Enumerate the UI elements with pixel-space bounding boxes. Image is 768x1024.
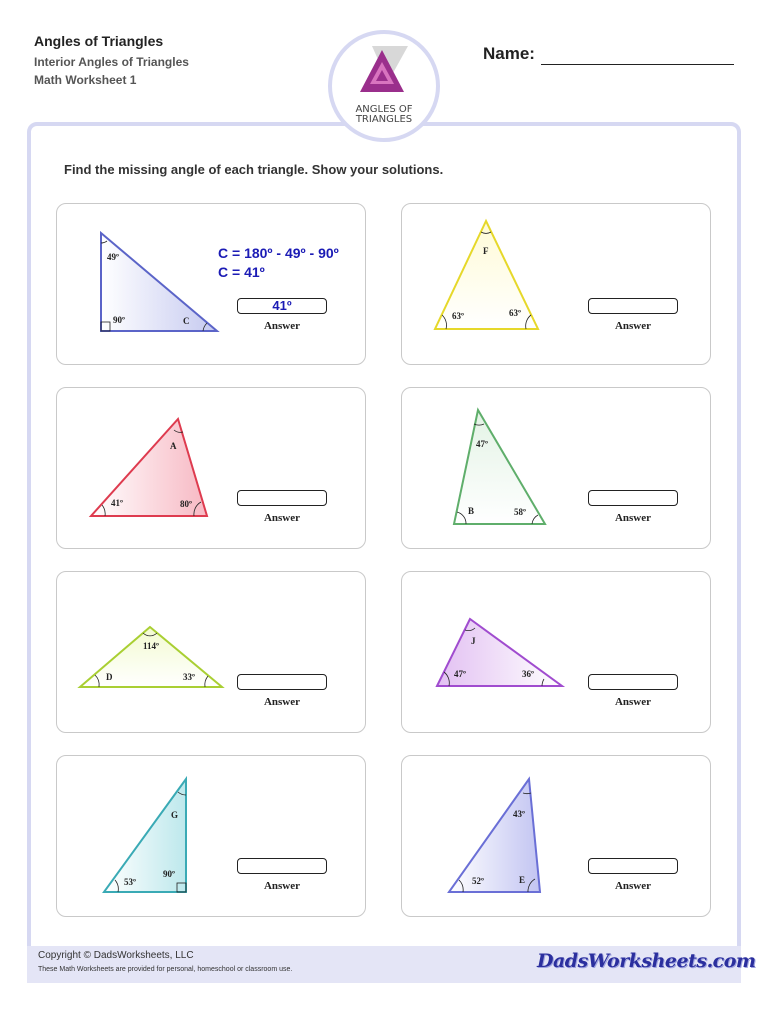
angle-label: 90º (113, 315, 125, 325)
problem-card-3 (56, 387, 366, 549)
answer-label: Answer (614, 696, 652, 708)
answer-box[interactable] (237, 674, 327, 690)
brand-logo[interactable]: DadsWorksheets.com (537, 950, 756, 972)
answer-box[interactable] (588, 674, 678, 690)
problem-card-8 (401, 755, 711, 917)
problem-card-1 (56, 203, 366, 365)
solution-line-2: C = 41º (218, 264, 265, 280)
problem-card-6 (401, 571, 711, 733)
answer-label: Answer (263, 320, 301, 332)
name-label: Name: (483, 44, 535, 63)
angle-label: 63º (509, 308, 521, 318)
angle-label: 47º (476, 439, 488, 449)
logo (328, 30, 440, 142)
usage-note: These Math Worksheets are provided for personal, homeschool or classroom use. (38, 966, 293, 973)
answer-box[interactable] (588, 858, 678, 874)
angle-label: 63º (452, 311, 464, 321)
angle-label: 80º (180, 499, 192, 509)
answer-label: Answer (263, 880, 301, 892)
angle-label: 47º (454, 669, 466, 679)
angle-label: 49º (107, 252, 119, 262)
angle-label: G (171, 810, 179, 820)
angle-label: 114º (143, 641, 159, 651)
answer-box[interactable] (588, 490, 678, 506)
angle-label: 43º (513, 809, 525, 819)
angle-label: 53º (124, 877, 136, 887)
problem-card-4 (401, 387, 711, 549)
angle-label: 33º (183, 672, 195, 682)
angle-label: D (106, 672, 113, 682)
answer-label: Answer (263, 512, 301, 524)
angle-label: 41º (111, 498, 123, 508)
instructions: Find the missing angle of each triangle. Show your solutions. (64, 162, 444, 177)
logo-text-line1: ANGLES OF (355, 104, 413, 115)
angle-label: F (483, 246, 489, 256)
angle-label: E (519, 875, 526, 885)
angle-label: A (170, 441, 177, 451)
angle-label: 58º (514, 507, 526, 517)
answer-box[interactable] (237, 858, 327, 874)
problem-card-7 (56, 755, 366, 917)
angle-label: J (471, 636, 476, 646)
answer-label: Answer (614, 320, 652, 332)
answer-label: Answer (614, 512, 652, 524)
answer-label: Answer (263, 696, 301, 708)
copyright-text: Copyright © DadsWorksheets, LLC (38, 950, 194, 961)
solution-line-1: C = 180º - 49º - 90º (218, 245, 339, 261)
worksheet-subtitle: Interior Angles of Triangles (34, 55, 189, 69)
angle-label: 52º (472, 876, 484, 886)
logo-text-line2: TRIANGLES (355, 114, 413, 125)
problem-card-5 (56, 571, 366, 733)
angle-label: C (183, 316, 190, 326)
angle-label: 36º (522, 669, 534, 679)
problem-card-2 (401, 203, 711, 365)
worksheet-title: Angles of Triangles (34, 33, 164, 49)
answer-box[interactable] (237, 490, 327, 506)
angle-label: 90º (163, 869, 175, 879)
answer-box[interactable] (588, 298, 678, 314)
name-line (541, 64, 734, 65)
worksheet-number: Math Worksheet 1 (34, 73, 137, 87)
answer-box[interactable]: 41º (237, 298, 327, 314)
answer-label: Answer (614, 880, 652, 892)
triangle (435, 221, 538, 329)
angle-label: B (468, 506, 475, 516)
triangle (449, 779, 540, 892)
